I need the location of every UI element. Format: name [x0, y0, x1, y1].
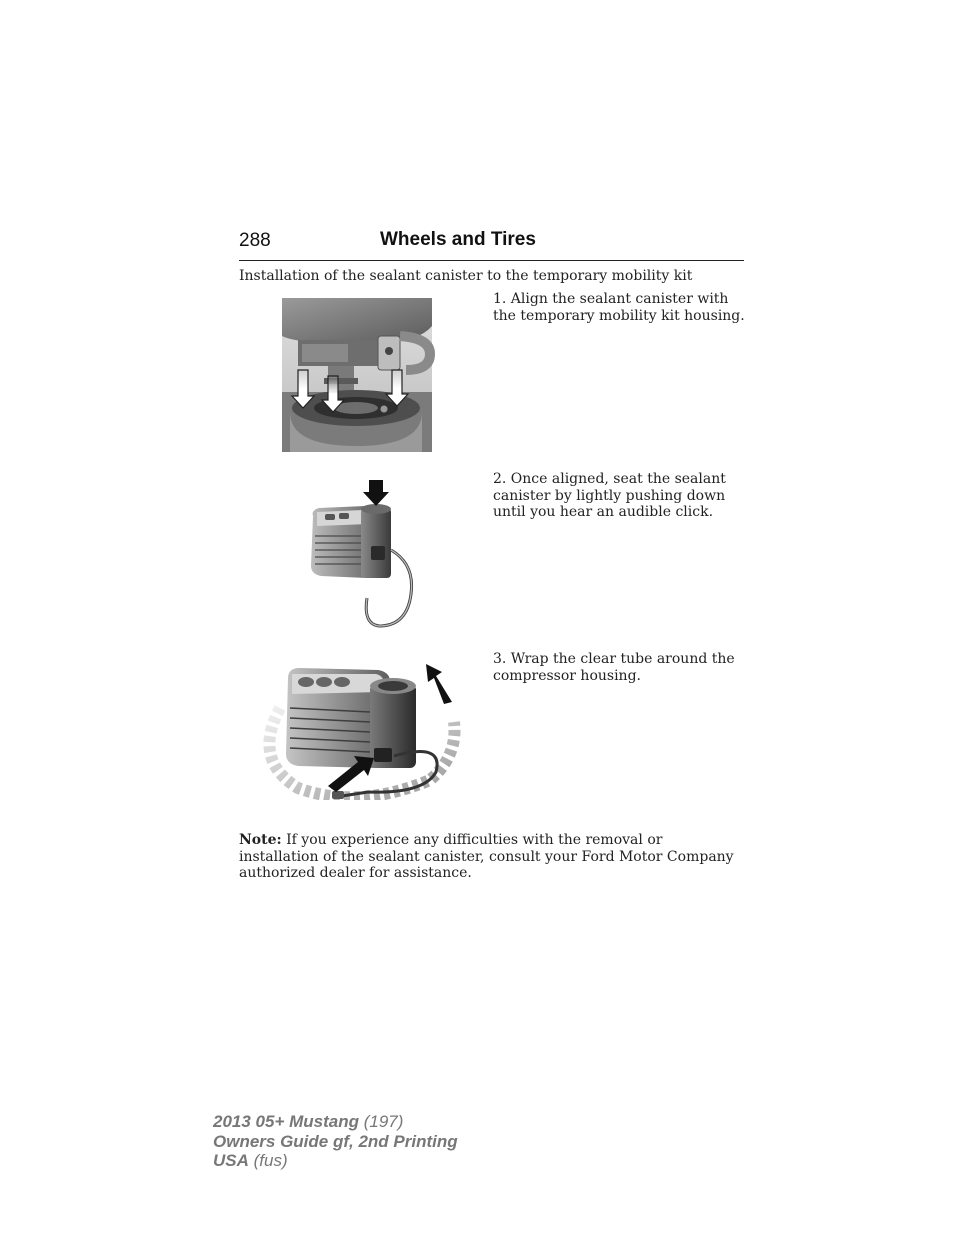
note-text: If you experience any difficulties with the removal or installation of the sealant canister, consult your Ford Motor Company authorized dealer for assistance. [239, 832, 734, 881]
step-2-text: 2. Once aligned, seat the sealant canister by lightly pushing down until you hear an audible click. [493, 471, 726, 520]
canister-seating-illustration [305, 476, 425, 636]
note-paragraph [239, 832, 744, 882]
tube-wrapping-illustration [258, 660, 468, 800]
footer-model: 2013 05+ Mustang [213, 1112, 359, 1131]
footer-line-1 [213, 1112, 458, 1132]
page-header [239, 228, 744, 261]
footer-line-3 [213, 1151, 458, 1171]
footer-model-code: (197) [359, 1112, 404, 1131]
intro-text: Installation of the sealant canister to the temporary mobility kit [239, 268, 693, 284]
canister-alignment-illustration [280, 296, 435, 456]
note-label: Note: [239, 832, 282, 848]
footer-market-code: (fus) [248, 1151, 288, 1170]
footer-line-2 [213, 1132, 458, 1152]
step-3-text: 3. Wrap the clear tube around the compressor housing. [493, 651, 735, 684]
footer-guide: Owners Guide gf, 2nd Printing [213, 1131, 458, 1151]
step-1-text: 1. Align the sealant canister with the temporary mobility kit housing. [493, 291, 745, 324]
page-footer [213, 1112, 458, 1171]
page-title: Wheels and Tires [380, 229, 536, 250]
page-number: 288 [239, 230, 271, 251]
footer-market: USA [213, 1151, 249, 1170]
